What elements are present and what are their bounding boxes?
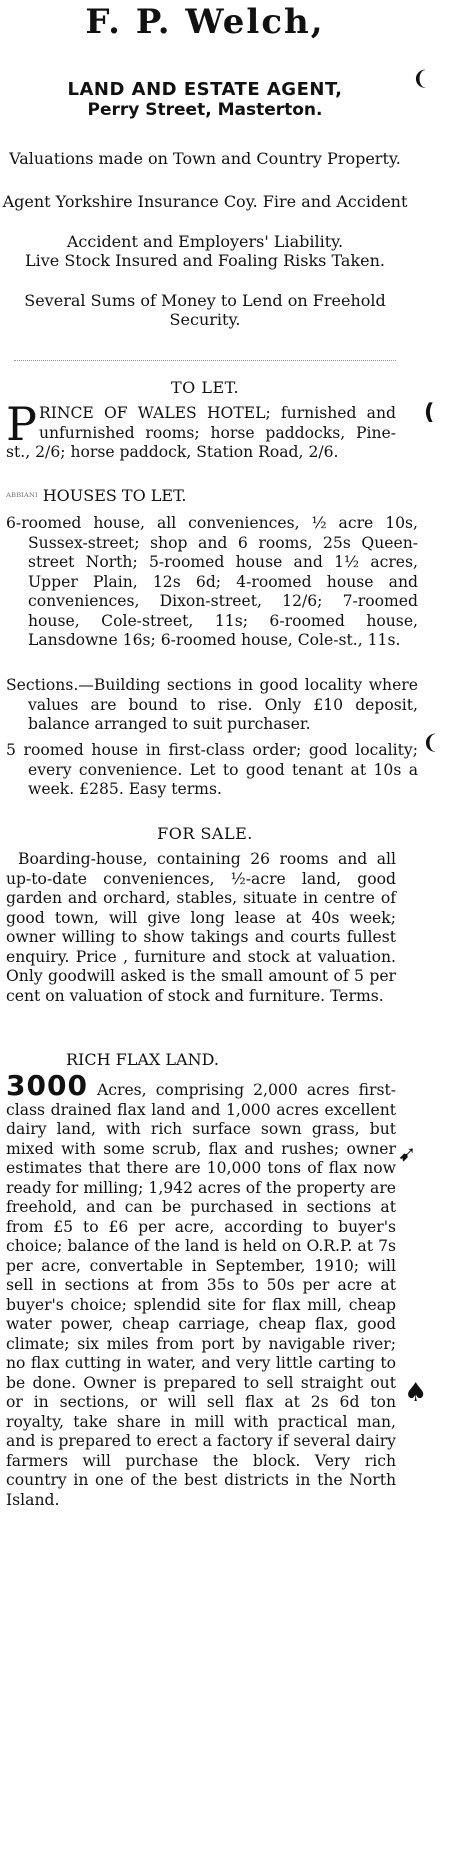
five-roomed-item-wrap — [6, 741, 418, 800]
section-divider — [14, 360, 396, 361]
margin-mark: ➹ — [398, 1142, 417, 1167]
flax-paragraph — [6, 1069, 396, 1510]
margin-mark: ♠ — [404, 1378, 428, 1408]
sections-item: Sections.—Building sections in good locality where values are bound to rise. Only £10 deposit, balance arranged to suit purchaser. — [6, 676, 418, 733]
service-insurance-agent: Agent Yorkshire Insurance Coy. Fire and Accident — [2, 192, 408, 211]
agent-address: Perry Street, Masterton. — [87, 100, 323, 120]
sections-item-wrap — [6, 676, 418, 735]
to-let-heading: TO LET. — [170, 378, 240, 397]
flax-heading: RICH FLAX LAND. — [66, 1050, 219, 1069]
flax-acreage-number: 3000 — [6, 1069, 88, 1102]
houses-heading: HOUSES TO LET. — [42, 486, 187, 505]
margin-mark: ❪ — [420, 400, 439, 425]
service-live-stock: Live Stock Insured and Foaling Risks Taken. — [24, 251, 385, 270]
houses-item: 6-roomed house, all conveniences, ½ acre 10s, Sussex-street; shop and 6 rooms, 25s Queen-street North; 5-roomed house and 1½ acres, Upper Plain, 12s 6d; 4-roomed house and conveniences, Dixon-street, 12/6; 7-roomed house, Cole-street, 11s; 6-roomed house, Lansdowne 16s; 6-roomed house, Cole-st., 11s. — [6, 514, 418, 649]
agent-role: LAND AND ESTATE AGENT, — [67, 79, 343, 100]
flax-text: Acres, comprising 2,000 acres first-class drained flax land and 1,000 acres excellent dairy land, with rich surface sown grass, but mixed with some scrub, flax and rushes; owner estimates that there are 10,000 tons of flax now ready for milling; 1,942 acres of the property are freehold, and can be purchased in sections at from £5 to £6 per acre, according to buyer's choice; balance of the land is held on O.R.P. at 7s per acre, convertable in September, 1910; will sell in sections at from 35s to 50s per acre at buyer's choice; splendid site for flax mill, cheap water power, cheap carriage, cheap flax, good climate; six miles from port by navigable river; no flax cutting in water, and very little carting to be done. Owner is prepared to sell straight out or in sections, or will sell flax at 2s 6d ton royalty, take share in mill with practical man, and is prepared to erect a factory if several dairy farmers will purchase the block. Very rich country in one of the best districts in the North Island. — [6, 1081, 396, 1509]
margin-mark: ❨ — [422, 730, 439, 754]
to-let-text: RINCE OF WALES HOTEL; furnished and unfurnished rooms; horse paddocks, Pine-st., 2/6; horse paddock, Station Road, 2/6. — [6, 404, 396, 461]
for-sale-paragraph: Boarding-house, containing 26 rooms and all up-to-date conveniences, ½-acre land, good garden and orchard, stables, situate in centre of good town, will give long lease at 40s week; owner willing to show takings and courts fullest enquiry. Price , furniture and stock at valuation. Only goodwill asked is the small amount of 5 per cent on valuation of stock and furniture. Terms. — [6, 850, 396, 1005]
to-let-dropcap: P — [6, 397, 37, 451]
houses-heading-line — [6, 486, 396, 507]
houses-heading-prefix: ᴬᴮᴮᴵᴬᴺᴵ — [6, 490, 38, 504]
five-roomed-item: 5 roomed house in first-class order; good locality; every convenience. Let to good tenant at 10s a week. £285. Easy terms. — [6, 741, 418, 798]
service-valuations: Valuations made on Town and Country Property. — [9, 149, 401, 168]
margin-mark: ❨ — [412, 66, 429, 90]
flax-heading-line — [6, 1050, 456, 1071]
service-money-to-lend: Several Sums of Money to Lend on Freehold Security. — [24, 291, 386, 329]
agent-name: F. P. Welch, — [85, 2, 325, 42]
to-let-paragraph — [6, 397, 396, 463]
houses-item-list — [6, 514, 418, 651]
service-liability: Accident and Employers' Liability. — [66, 232, 344, 251]
for-sale-heading: FOR SALE. — [157, 824, 253, 843]
